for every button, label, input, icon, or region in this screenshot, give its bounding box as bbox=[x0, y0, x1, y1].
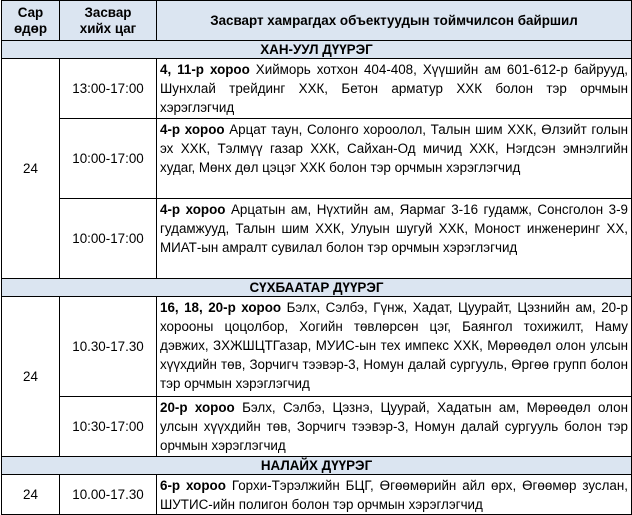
location-cell bbox=[157, 475, 632, 515]
location-cell bbox=[157, 397, 632, 457]
location-cell bbox=[157, 297, 632, 397]
location-text: Арцат таун, Солонго хороолол, Талын шим ХХК, Өлзийт голын эх ХХК, Тэлмүү газар ХХК, Сайхан-Од мичид ХХК, Нэгдсэн эмнэлгийн худаг, Мөнх дөл цэцэг ХХК болон тэр орчмын хэрэглэгчид bbox=[160, 122, 628, 175]
district-name: ХАН-УУЛ ДҮҮРЭГ bbox=[2, 41, 632, 59]
location-cell bbox=[157, 199, 632, 279]
location-text: Хийморь хотхон 404-408, Хүүшийн ам 601-612-р байрууд, Шунхлай трейдинг ХХК, Бетон арматур ХХК болон тэр орчмын хэрэглэгчид bbox=[160, 62, 629, 115]
khoroo-label: 4-р хороо bbox=[160, 122, 225, 137]
time-cell: 13:00-17:00 bbox=[60, 59, 157, 119]
district-name: НАЛАЙХ ДҮҮРЭГ bbox=[2, 457, 632, 475]
time-cell: 10:00-17:00 bbox=[60, 199, 157, 279]
outage-schedule-table bbox=[1, 0, 632, 515]
khoroo-label: 20-р хороо bbox=[160, 400, 235, 415]
location-text: Арцатын ам, Нүхтийн ам, Яармаг 3-16 гудамж, Сонсголон 3-9 гудамжууд, Талын шим ХХК, Улуын шугуй ХХК, Моност инженеринг ХХ, МИАТ-ын амралт сувилал болон тэр орчмын хэрэглэгчид bbox=[160, 202, 628, 255]
table-row bbox=[2, 397, 632, 457]
location-text: Горхи-Тэрэлжийн БЦГ, Өгөөмөрийн айл өрх, Өгөөмөр зуслан, ШУТИС-ийн полигон болон тэр орчмын хэрэглэгчид bbox=[160, 478, 628, 512]
district-row bbox=[2, 41, 632, 59]
header-time: Засвар хийх цаг bbox=[60, 1, 157, 41]
table-row bbox=[2, 59, 632, 119]
day-cell: 24 bbox=[2, 59, 60, 279]
district-row bbox=[2, 457, 632, 475]
location-text: Бэлх, Сэлбэ, Гүнж, Хадат, Цуурайт, Цэзнийн ам, 20-р хорооны цоцолбор, Хогийн төвлөрсөн цэг, Баянгол тохижилт, Наму дэвжих, ЗХЖШЦТГазар, МУИС-ын тех импекс ХХК, Мөрөөдөл олон улсын хүүхдийн төв, Зорчигч тээвэр-3, Номун далай сургууль, Өргөө групп болон тэр орчмын хэрэглэгчид bbox=[160, 300, 628, 391]
time-cell: 10.00-17.30 bbox=[60, 475, 157, 515]
time-cell: 10.30-17.30 bbox=[60, 297, 157, 397]
time-cell: 10:30-17:00 bbox=[60, 397, 157, 457]
header-location: Засварт хамрагдах объектуудын тоймчилсон байршил bbox=[157, 1, 632, 41]
time-cell: 10:00-17:00 bbox=[60, 119, 157, 199]
location-text: Бэлх, Сэлбэ, Цэзнэ, Цуурай, Хадатын ам, Мөрөөдөл олон улсын хүүхдийн төв, Зорчигч тээвэр-3, Номун далай сургууль болон тэр орчмын хэрэглэгчид bbox=[160, 400, 628, 453]
table-row bbox=[2, 297, 632, 397]
khoroo-label: 16, 18, 20-р хороо bbox=[160, 300, 282, 315]
table-row bbox=[2, 119, 632, 199]
table-row bbox=[2, 475, 632, 515]
khoroo-label: 6-р хороо bbox=[160, 478, 226, 493]
khoroo-label: 4-р хороо bbox=[160, 202, 226, 217]
district-name: СҮХБААТАР ДҮҮРЭГ bbox=[2, 279, 632, 297]
day-cell: 24 bbox=[2, 297, 60, 457]
day-cell: 24 bbox=[2, 475, 60, 515]
location-cell bbox=[157, 59, 632, 119]
header-day: Сар өдөр bbox=[2, 1, 60, 41]
location-cell bbox=[157, 119, 632, 199]
table-row bbox=[2, 199, 632, 279]
khoroo-label: 4, 11-р хороо bbox=[160, 62, 250, 77]
district-row bbox=[2, 279, 632, 297]
table-header-row bbox=[2, 1, 632, 41]
